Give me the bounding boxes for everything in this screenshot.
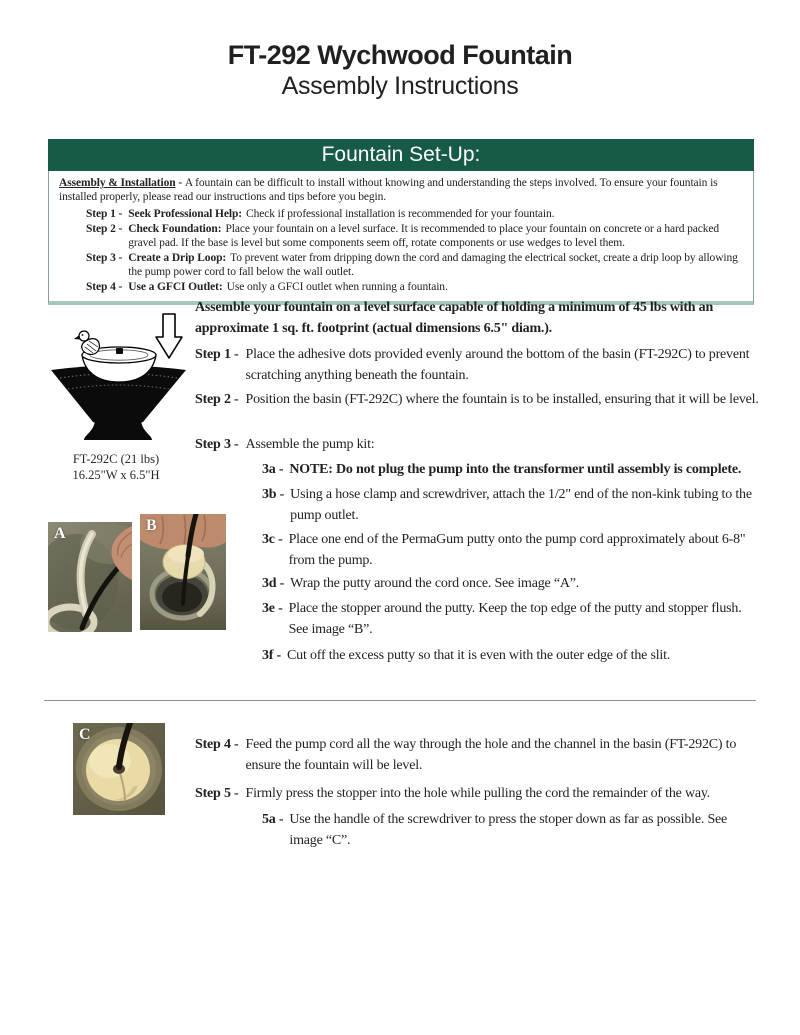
assembly-step-3 <box>195 434 761 455</box>
assembly-substep-3c-label: 3c - <box>262 532 283 547</box>
fountain-diagram <box>40 308 190 448</box>
assembly-substep-3b <box>262 484 760 526</box>
assembly-substep-3a-label: 3a - <box>262 462 284 477</box>
setup-step-4 <box>59 281 743 295</box>
assembly-step-3-label: Step 3 - <box>195 437 239 452</box>
assembly-substep-3e-text: Place the stopper around the putty. Keep the top edge of the putty and stopper flush. See image “B”. <box>288 601 742 637</box>
setup-intro-lead: Assembly & Installation <box>59 177 176 189</box>
assembly-substep-3f-text: Cut off the excess putty so that it is even with the outer edge of the slit. <box>287 648 671 663</box>
assembly-substep-3f-label: 3f - <box>262 648 282 663</box>
diagram-caption <box>32 451 200 483</box>
page-subtitle: Assembly Instructions <box>281 72 519 100</box>
assembly-substep-3e <box>262 598 760 640</box>
assembly-step-2-label: Step 2 - <box>195 392 239 407</box>
setup-intro-paragraph <box>59 177 743 205</box>
assembly-substep-5a <box>262 809 760 851</box>
assembly-step-5-text: Firmly press the stopper into the hole while pulling the cord the remainder of the way. <box>245 786 711 801</box>
setup-step-3-text: To prevent water from dripping down the cord and damaging the electrical socket, create a drip loop by allowing the pump power cord to fall below the wall outlet. <box>128 251 738 278</box>
assembly-substep-5a-text: Use the handle of the screwdriver to press the stoper down as far as possible. See image “C”. <box>289 812 728 848</box>
photo-b <box>140 514 226 630</box>
assembly-intro: Assemble your fountain on a level surface capable of holding a minimum of 45 lbs with an approximate 1 sq. ft. footprint (actual dimensions 6.5" diam.). <box>195 300 714 336</box>
setup-step-3 <box>59 252 743 280</box>
setup-step-4-title: Use a GFCI Outlet: <box>128 281 223 294</box>
bird-illustration <box>74 331 99 354</box>
assembly-step-1-label: Step 1 - <box>195 347 239 362</box>
assembly-step-1-text: Place the adhesive dots provided evenly around the bottom of the basin (FT-292C) to prevent scratching anything beneath the fountain. <box>245 347 750 383</box>
assembly-substep-3b-label: 3b - <box>262 487 285 502</box>
assembly-substep-3f <box>262 645 760 666</box>
setup-step-1 <box>59 208 743 222</box>
photo-a <box>48 522 132 632</box>
setup-intro-text: A fountain can be difficult to install without knowing and understanding the steps involved. To ensure your fountain is installed properly, please read our instructions and tips before you begin. <box>59 177 718 203</box>
page-title: FT-292 Wychwood Fountain <box>227 40 573 70</box>
setup-intro-separator: - <box>175 177 185 189</box>
assembly-step-2-text: Position the basin (FT-292C) where the fountain is to be installed, ensuring that it will be level. <box>245 392 759 407</box>
setup-step-1-text: Check if professional installation is recommended for your fountain. <box>246 207 555 220</box>
setup-step-2-label: Step 2 - <box>86 222 123 235</box>
setup-step-3-label: Step 3 - <box>86 251 123 264</box>
setup-step-4-label: Step 4 - <box>86 281 123 294</box>
assembly-substep-3e-label: 3e - <box>262 601 283 616</box>
photo-c <box>73 723 165 815</box>
assembly-step-4-label: Step 4 - <box>195 737 239 752</box>
setup-step-1-body <box>128 208 554 222</box>
assembly-step-4 <box>195 734 761 776</box>
assembly-substep-3d <box>262 573 760 594</box>
setup-step-3-title: Create a Drip Loop: <box>128 251 227 264</box>
assembly-substep-3b-text: Using a hose clamp and screwdriver, attach the 1/2" end of the non-kink tubing to the pump outlet. <box>290 487 752 523</box>
fountain-setup-header-text: Fountain Set-Up: <box>321 143 481 166</box>
setup-step-2 <box>59 223 743 251</box>
assembly-step-4-text: Feed the pump cord all the way through the hole and the channel in the basin (FT-292C) to ensure the fountain will be level. <box>245 737 737 773</box>
assembly-substep-3d-text: Wrap the putty around the cord once. See image “A”. <box>290 576 580 591</box>
setup-step-4-body <box>128 281 447 295</box>
setup-step-3-body <box>128 252 743 280</box>
assembly-substep-3c-text: Place one end of the PermaGum putty onto the pump cord approximately about 6-8" from the pump. <box>288 532 746 568</box>
setup-step-1-title: Seek Professional Help: <box>128 207 243 220</box>
setup-step-2-title: Check Foundation: <box>128 222 222 235</box>
section-divider <box>44 700 756 701</box>
down-arrow-icon <box>156 314 182 358</box>
diagram-caption-model: FT-292C (21 lbs) <box>72 452 160 466</box>
setup-step-2-body <box>128 223 743 251</box>
assembly-substep-3a-text: NOTE: Do not plug the pump into the transformer until assembly is complete. <box>289 462 742 477</box>
assembly-substep-3a <box>262 459 760 480</box>
assembly-substep-3c <box>262 529 760 571</box>
fountain-setup-header-bar <box>48 139 754 171</box>
assembly-step-3-text: Assemble the pump kit: <box>245 437 375 452</box>
photo-b-label: B <box>146 517 157 534</box>
assembly-step-1 <box>195 344 761 386</box>
setup-step-4-text: Use only a GFCI outlet when running a fountain. <box>226 281 448 294</box>
assembly-substep-5a-label: 5a - <box>262 812 284 827</box>
setup-instructions-box <box>48 171 754 305</box>
photo-c-label: C <box>79 726 91 743</box>
assembly-substep-3d-label: 3d - <box>262 576 285 591</box>
photo-a-label: A <box>54 525 66 542</box>
setup-step-1-label: Step 1 - <box>86 207 123 220</box>
setup-step-2-text: Place your fountain on a level surface. It is recommended to place your fountain on concrete or a hard packed gravel pad. If the base is level but some components seem off, rotate components or use wedges to level them. <box>128 222 720 249</box>
assembly-step-5 <box>195 783 761 804</box>
assembly-step-2 <box>195 389 761 410</box>
assembly-step-5-label: Step 5 - <box>195 786 239 801</box>
diagram-caption-dimensions: 16.25"W x 6.5"H <box>72 468 160 482</box>
